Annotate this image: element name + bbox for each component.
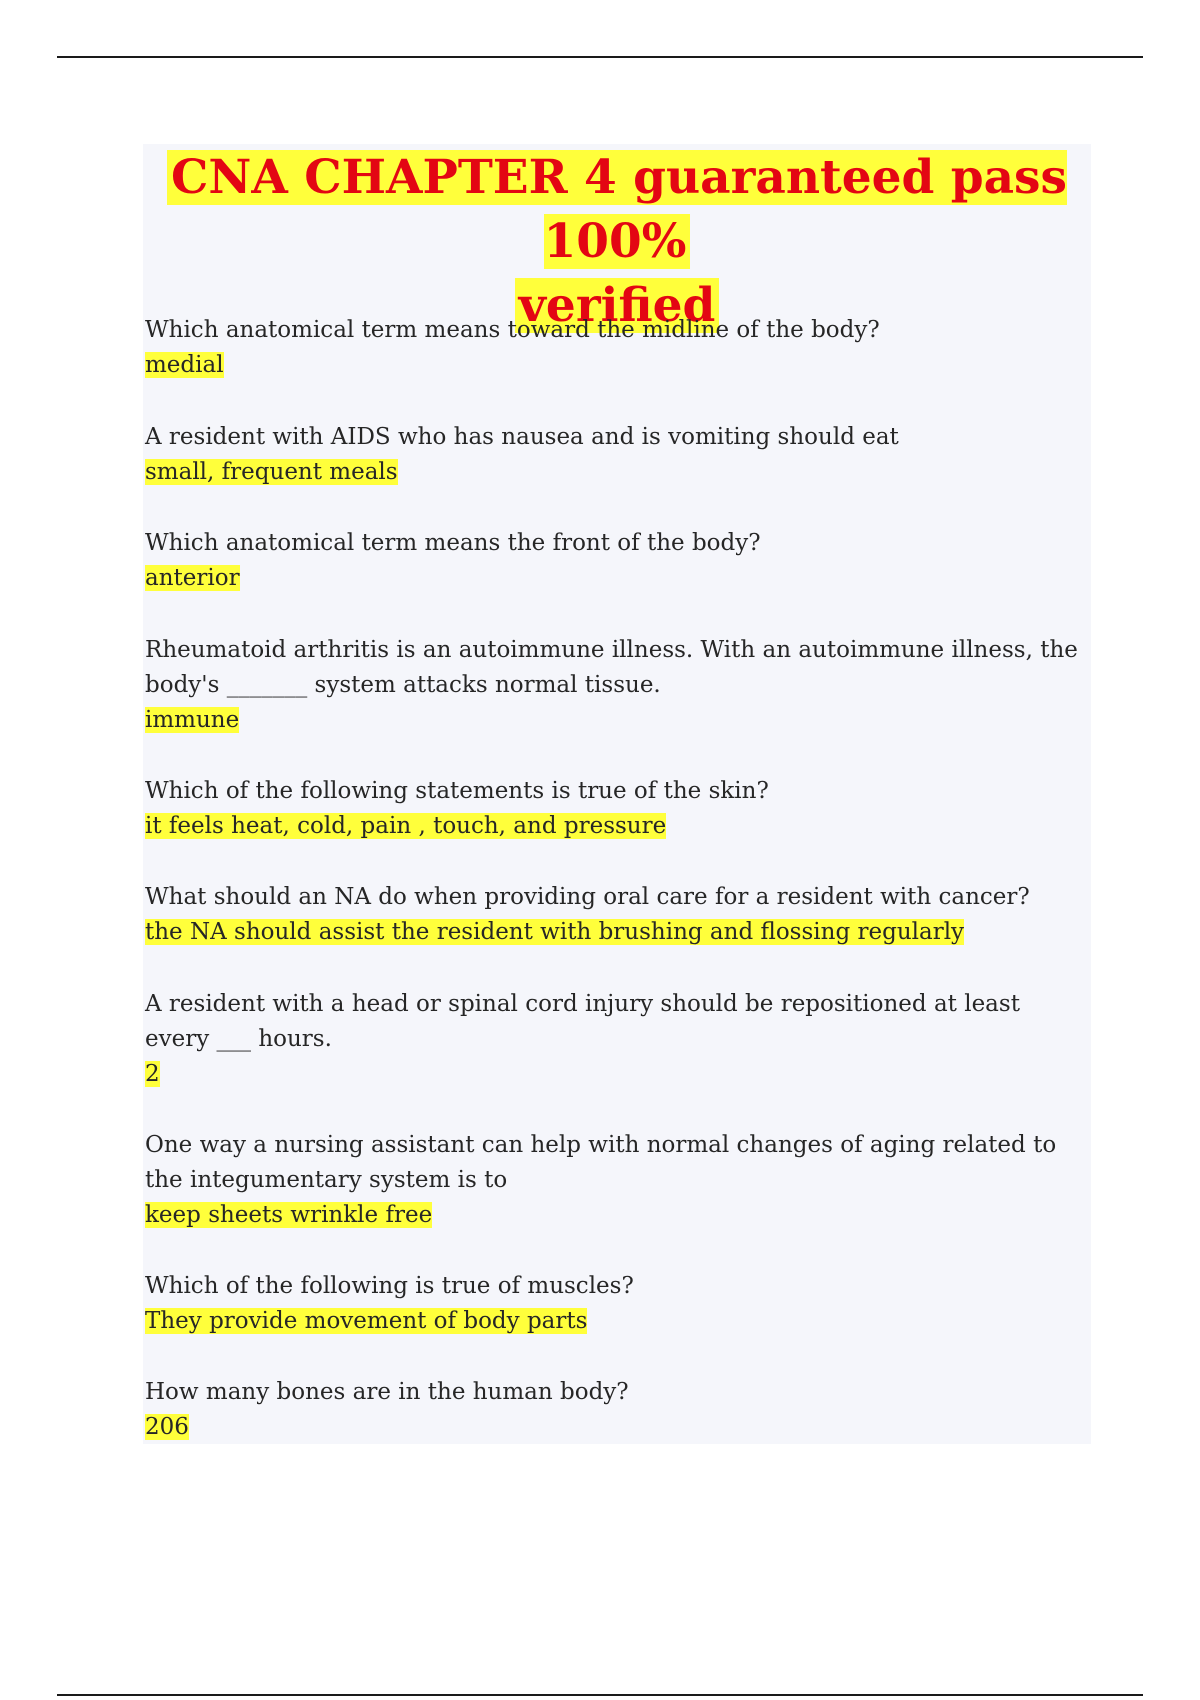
qa-item-5 bbox=[145, 774, 1085, 844]
qa-item-4 bbox=[145, 633, 1085, 738]
answer-text: the NA should assist the resident with brushing and flossing regularly bbox=[145, 919, 965, 945]
answer-text: it feels heat, cold, pain , touch, and pressure bbox=[145, 813, 667, 839]
qa-item-2 bbox=[145, 420, 1085, 490]
bottom-rule bbox=[57, 1694, 1143, 1696]
document-title bbox=[143, 146, 1091, 338]
qa-item-3 bbox=[145, 526, 1085, 596]
title-line-1: CNA CHAPTER 4 guaranteed pass 100% bbox=[167, 150, 1067, 269]
question-text: One way a nursing assistant can help with normal changes of aging related to the integumentary system is to bbox=[145, 1132, 1057, 1193]
question-text: Rheumatoid arthritis is an autoimmune illness. With an autoimmune illness, the body's _______ system attacks normal tissue. bbox=[145, 637, 1078, 698]
question-text: A resident with AIDS who has nausea and is vomiting should eat bbox=[145, 424, 899, 450]
qa-item-7 bbox=[145, 987, 1085, 1092]
answer-text: medial bbox=[145, 352, 224, 378]
question-text: How many bones are in the human body? bbox=[145, 1379, 629, 1405]
qa-item-1 bbox=[145, 313, 1085, 383]
question-text: Which of the following is true of muscles? bbox=[145, 1273, 634, 1299]
qa-item-8 bbox=[145, 1128, 1085, 1233]
answer-text: They provide movement of body parts bbox=[145, 1308, 588, 1334]
answer-text: keep sheets wrinkle free bbox=[145, 1202, 433, 1228]
answer-text: immune bbox=[145, 707, 240, 733]
answer-text: small, frequent meals bbox=[145, 459, 398, 485]
qa-item-9 bbox=[145, 1269, 1085, 1339]
question-text: Which anatomical term means toward the midline of the body? bbox=[145, 317, 880, 343]
top-rule bbox=[57, 56, 1143, 58]
question-text: A resident with a head or spinal cord injury should be repositioned at least every ___ hours. bbox=[145, 991, 1020, 1052]
question-text: Which of the following statements is true of the skin? bbox=[145, 778, 769, 804]
qa-item-10 bbox=[145, 1375, 1085, 1445]
answer-text: 206 bbox=[145, 1414, 189, 1440]
qa-item-6 bbox=[145, 880, 1085, 950]
question-text: What should an NA do when providing oral care for a resident with cancer? bbox=[145, 884, 1030, 910]
answer-text: anterior bbox=[145, 565, 240, 591]
answer-text: 2 bbox=[145, 1061, 160, 1087]
question-text: Which anatomical term means the front of the body? bbox=[145, 530, 761, 556]
title-line-2: verified bbox=[515, 278, 720, 333]
